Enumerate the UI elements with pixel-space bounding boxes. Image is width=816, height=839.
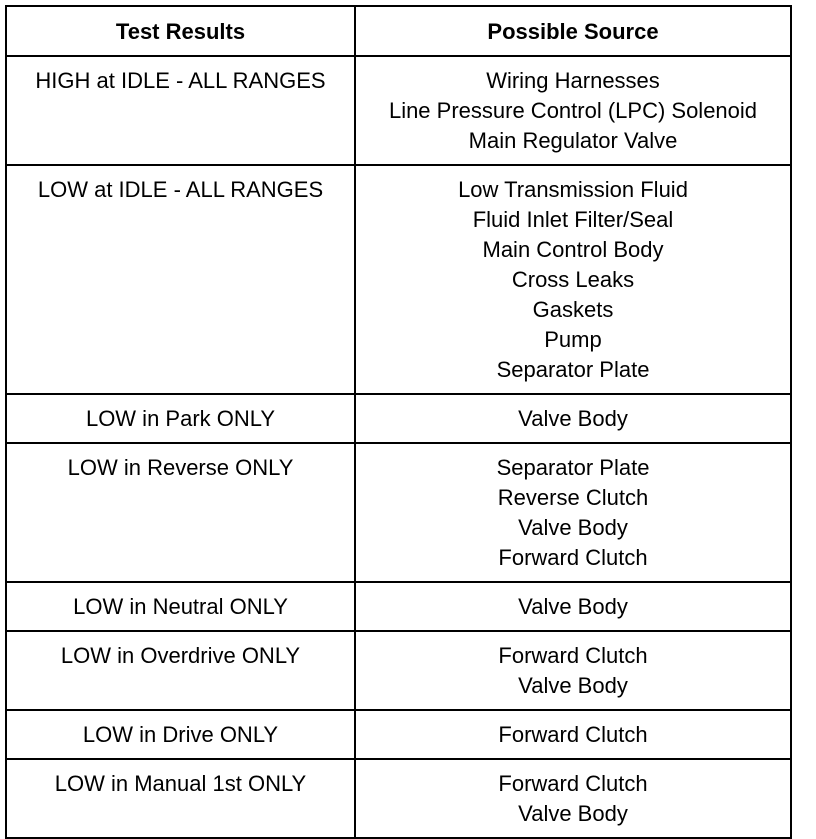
possible-source-item: Line Pressure Control (LPC) Solenoid bbox=[388, 98, 758, 123]
test-result-cell bbox=[6, 631, 355, 710]
test-result-text: LOW at IDLE - ALL RANGES bbox=[37, 177, 324, 202]
possible-source-cell bbox=[355, 631, 791, 710]
possible-source-cell bbox=[355, 710, 791, 759]
possible-source-item: Separator Plate bbox=[496, 357, 650, 382]
test-result-text: LOW in Overdrive ONLY bbox=[60, 643, 301, 668]
possible-source-item: Valve Body bbox=[518, 801, 628, 826]
test-result-text: LOW in Drive ONLY bbox=[82, 722, 279, 747]
test-result-text: HIGH at IDLE - ALL RANGES bbox=[35, 68, 326, 93]
possible-source-cell bbox=[355, 165, 791, 394]
possible-source-item: Fluid Inlet Filter/Seal bbox=[472, 207, 674, 232]
test-result-cell bbox=[6, 56, 355, 165]
possible-source-item: Reverse Clutch bbox=[497, 485, 649, 510]
test-result-text: LOW in Manual 1st ONLY bbox=[54, 771, 307, 796]
possible-source-cell bbox=[355, 56, 791, 165]
header-possible-source: Possible Source bbox=[355, 6, 791, 56]
possible-source-item: Forward Clutch bbox=[498, 722, 648, 747]
test-result-cell bbox=[6, 394, 355, 443]
possible-source-item: Main Regulator Valve bbox=[468, 128, 678, 153]
possible-source-item: Forward Clutch bbox=[498, 545, 648, 570]
table-header bbox=[6, 6, 791, 56]
possible-source-cell bbox=[355, 394, 791, 443]
test-result-cell bbox=[6, 443, 355, 582]
possible-source-item: Valve Body bbox=[518, 406, 628, 431]
possible-source-item: Valve Body bbox=[518, 673, 628, 698]
table-row bbox=[6, 710, 791, 759]
possible-source-cell bbox=[355, 582, 791, 631]
diagnosis-table bbox=[5, 5, 792, 839]
possible-source-item: Separator Plate bbox=[496, 455, 650, 480]
table-body bbox=[6, 56, 791, 838]
test-result-text: LOW in Reverse ONLY bbox=[67, 455, 294, 480]
possible-source-item: Forward Clutch bbox=[498, 643, 648, 668]
possible-source-cell bbox=[355, 443, 791, 582]
possible-source-item: Wiring Harnesses bbox=[486, 68, 660, 93]
test-result-text: LOW in Park ONLY bbox=[85, 406, 276, 431]
possible-source-item: Valve Body bbox=[518, 594, 628, 619]
test-result-cell bbox=[6, 165, 355, 394]
possible-source-item: Low Transmission Fluid bbox=[458, 177, 688, 202]
table-row bbox=[6, 56, 791, 165]
possible-source-item: Cross Leaks bbox=[511, 267, 635, 292]
header-test-results: Test Results bbox=[6, 6, 355, 56]
possible-source-item: Gaskets bbox=[532, 297, 614, 322]
table-row bbox=[6, 394, 791, 443]
possible-source-item: Main Control Body bbox=[482, 237, 664, 262]
test-result-cell bbox=[6, 759, 355, 838]
table-row bbox=[6, 165, 791, 394]
header-row bbox=[6, 6, 791, 56]
table-row bbox=[6, 759, 791, 838]
test-result-text: LOW in Neutral ONLY bbox=[73, 594, 288, 619]
table-row bbox=[6, 582, 791, 631]
table-row bbox=[6, 631, 791, 710]
possible-source-item: Pump bbox=[544, 327, 602, 352]
table-row bbox=[6, 443, 791, 582]
possible-source-cell bbox=[355, 759, 791, 838]
possible-source-item: Forward Clutch bbox=[498, 771, 648, 796]
test-result-cell bbox=[6, 710, 355, 759]
possible-source-item: Valve Body bbox=[518, 515, 628, 540]
test-result-cell bbox=[6, 582, 355, 631]
